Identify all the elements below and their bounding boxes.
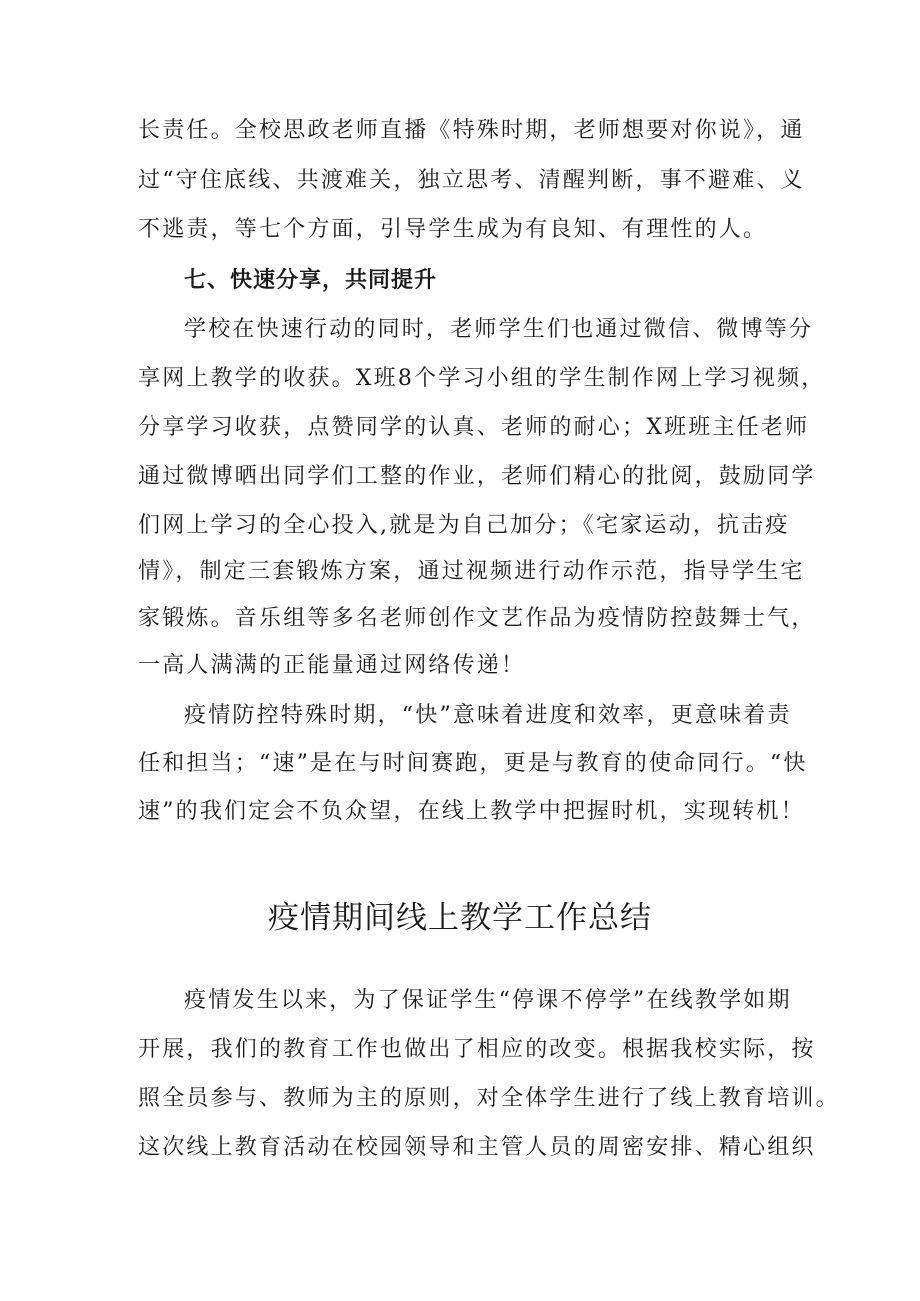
body-text-line: 照全员参与、教师为主的原则，对全体学生进行了线上教育培训。 bbox=[138, 1086, 840, 1111]
body-text-line: 一高人满满的正能量通过网络传递！ bbox=[138, 653, 526, 678]
body-text-line: 开展，我们的教育工作也做出了相应的改变。根据我校实际，按 bbox=[138, 1037, 816, 1062]
section-heading: 七、快速分享，共同提升 bbox=[184, 268, 438, 293]
paragraph-first-line: 疫情发生以来，为了保证学生“停课不停学”在线教学如期 bbox=[184, 988, 792, 1013]
body-text-line: 情》，制定三套锻炼方案，通过视频进行动作示范，指导学生宅 bbox=[138, 559, 805, 584]
paragraph-first-line: 疫情防控特殊时期，“快”意味着进度和效率，更意味着责 bbox=[184, 703, 792, 728]
body-text-line: 不逃责，等七个方面，引导学生成为有良知、有理性的人。 bbox=[138, 217, 768, 242]
body-text-line: 这次线上教育活动在校园领导和主管人员的周密安排、精心组织 bbox=[138, 1135, 816, 1160]
body-text-line: 家锻炼。音乐组等多名老师创作文艺作品为疫情防控鼓舞士气， bbox=[138, 606, 816, 631]
body-text-line: 速”的我们定会不负众望，在线上教学中把握时机，实现转机！ bbox=[138, 799, 805, 824]
body-text-line: 享网上教学的收获。X班8个学习小组的学生制作网上学习视频， bbox=[138, 366, 826, 391]
paragraph-first-line: 学校在快速行动的同时，老师学生们也通过微信、微博等分 bbox=[184, 317, 814, 342]
document-title: 疫情期间线上教学工作总结 bbox=[268, 900, 652, 936]
body-text-line: 任和担当；“速”是在与时间赛跑，更是与教育的使命同行。“快 bbox=[138, 751, 808, 776]
body-text-line: 过“守住底线、共渡难关，独立思考、清醒判断，事不避难、义 bbox=[138, 168, 805, 193]
body-text-line: 们网上学习的全心投入,就是为自己加分；《宅家运动，抗击疫 bbox=[138, 513, 790, 538]
body-text-line: 分享学习收获，点赞同学的认真、老师的耐心；X班班主任老师 bbox=[138, 415, 810, 440]
body-text-line: 长责任。全校思政老师直播《特殊时期，老师想要对你说》，通 bbox=[138, 118, 805, 143]
body-text-line: 通过微博晒出同学们工整的作业，老师们精心的批阅，鼓励同学 bbox=[138, 464, 816, 489]
